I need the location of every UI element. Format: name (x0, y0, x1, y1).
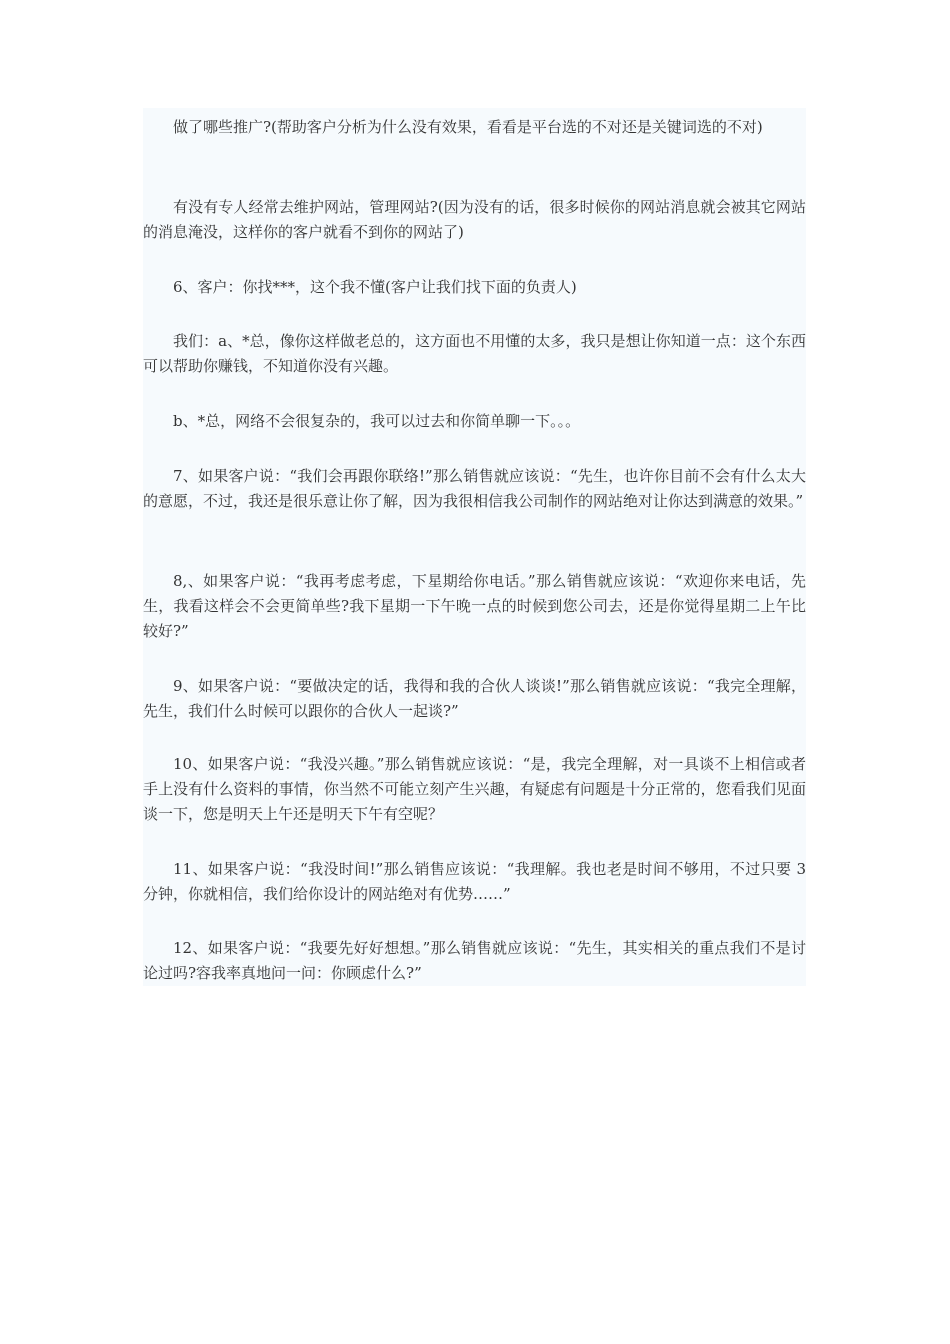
paragraph-promotion: 做了哪些推广?(帮助客户分析为什么没有效果，看看是平台选的不对还是关键词选的不对) (173, 118, 763, 136)
paragraph-reply-b: b、*总，网络不会很复杂的，我可以过去和你简单聊一下。。。 (173, 412, 581, 430)
paragraph-item-12: 12、如果客户说：“我要先好好想想。”那么销售就应该说：“先生，其实相关的重点我们不是讨论过吗?容我率真地问一问：你顾虑什么?” (143, 939, 806, 982)
paragraph-item-11: 11、如果客户说：“我没时间!”那么销售应该说：“我理解。我也老是时间不够用，不过只要 3 分钟，你就相信，我们给你设计的网站绝对有优势……” (143, 860, 806, 903)
paragraph-item-9: 9、如果客户说：“要做决定的话，我得和我的合伙人谈谈!”那么销售就应该说：“我完全理解，先生，我们什么时候可以跟你的合伙人一起谈?” (143, 677, 806, 720)
paragraph-reply-a: 我们：a、*总，像你这样做老总的，这方面也不用懂的太多，我只是想让你知道一点：这个东西可以帮助你赚钱，不知道你没有兴趣。 (143, 332, 806, 375)
paragraph-item-7: 7、如果客户说：“我们会再跟你联络!”那么销售就应该说：“先生，也许你目前不会有什么太大的意愿，不过，我还是很乐意让你了解，因为我很相信我公司制作的网站绝对让你达到满意的效果。” (143, 467, 806, 510)
paragraph-maintenance: 有没有专人经常去维护网站，管理网站?(因为没有的话，很多时候你的网站消息就会被其它网站的消息淹没，这样你的客户就看不到你的网站了) (143, 198, 806, 241)
paragraph-item-6: 6、客户：你找***，这个我不懂(客户让我们找下面的负责人) (173, 278, 577, 296)
paragraph-item-10: 10、如果客户说：“我没兴趣。”那么销售就应该说：“是，我完全理解，对一具谈不上相信或者手上没有什么资料的事情，你当然不可能立刻产生兴趣，有疑虑有问题是十分正常的，您看我们见面谈一下，您是明天上午还是明天下午有空呢？ (143, 755, 806, 823)
paragraph-item-8: 8,、如果客户说：“我再考虑考虑，下星期给你电话。”那么销售就应该说：“欢迎你来电话，先生，我看这样会不会更简单些?我下星期一下午晚一点的时候到您公司去，还是你觉得星期二上午比较好?” (143, 572, 806, 640)
